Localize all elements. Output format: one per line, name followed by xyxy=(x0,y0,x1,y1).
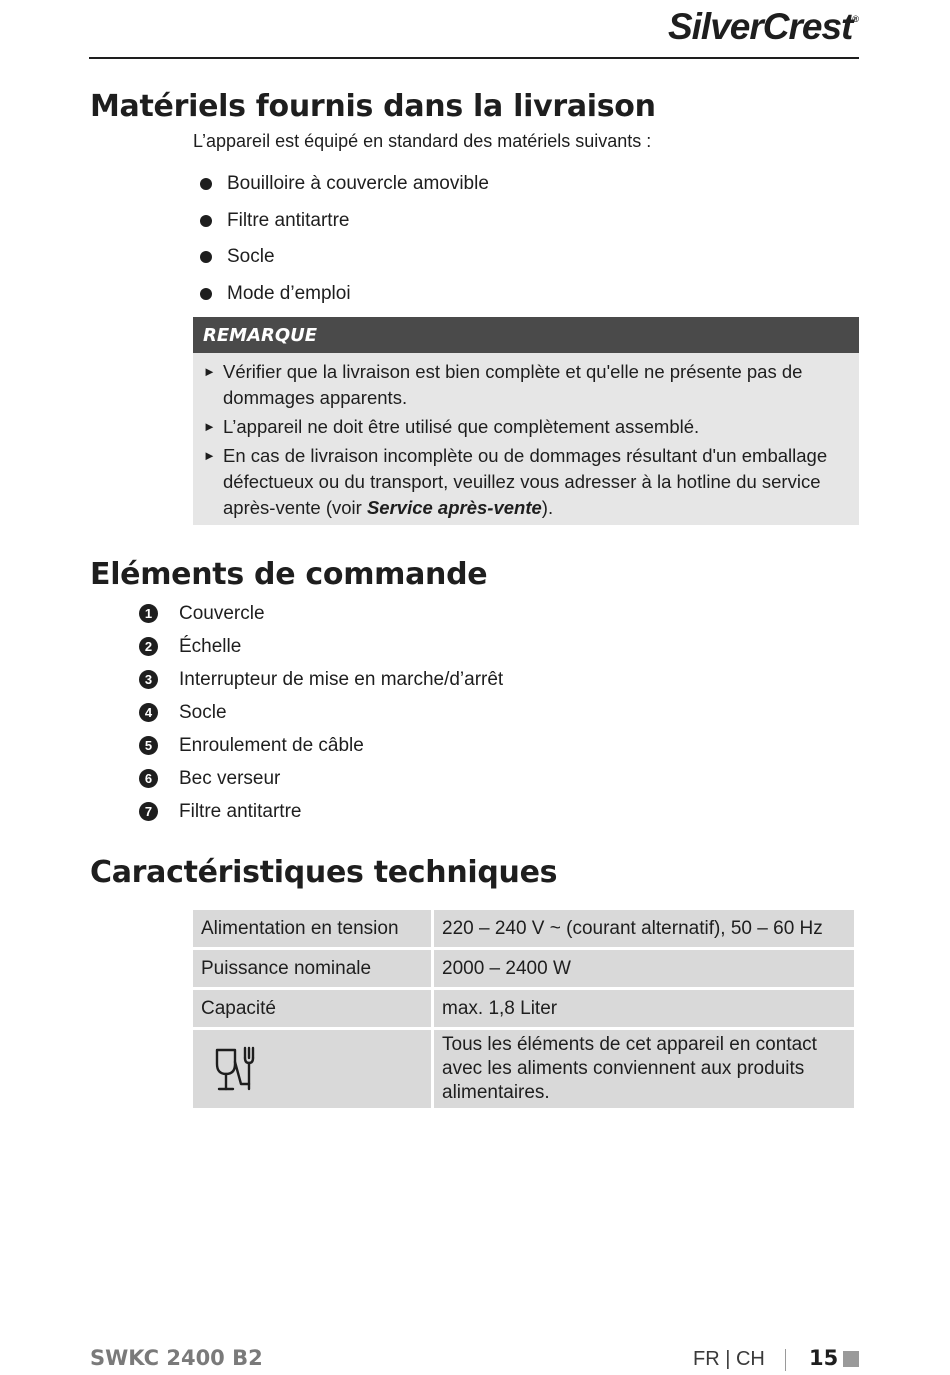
remark-box xyxy=(193,317,859,525)
specs-table xyxy=(190,907,857,1111)
arrow-right-icon: ► xyxy=(203,364,216,379)
footer-language: FR | CH xyxy=(693,1348,765,1370)
spec-label: Alimentation en tension xyxy=(193,910,431,947)
spec-label: Capacité xyxy=(193,990,431,1027)
delivery-list xyxy=(200,166,489,312)
list-item: Socle xyxy=(200,239,489,276)
delivery-intro: L’appareil est équipé en standard des matériels suivants : xyxy=(193,131,652,151)
remark-list xyxy=(193,353,859,521)
list-item: Mode d’emploi xyxy=(200,276,489,313)
list-item: 5 Enroulement de câble xyxy=(139,729,503,762)
list-item: 1 Couvercle xyxy=(139,597,503,630)
list-item: 4 Socle xyxy=(139,696,503,729)
header-rule xyxy=(89,57,859,59)
bullet-icon xyxy=(200,178,212,190)
number-badge-icon: 1 xyxy=(139,604,158,623)
list-item: 6 Bec verseur xyxy=(139,762,503,795)
brand-registered-mark: ® xyxy=(852,14,858,24)
table-row xyxy=(193,950,854,987)
arrow-right-icon: ► xyxy=(203,448,216,463)
remark-header: REMARQUE xyxy=(193,317,859,353)
food-safe-icon xyxy=(211,1044,257,1094)
list-item: Bouilloire à couvercle amovible xyxy=(200,166,489,203)
bullet-icon xyxy=(200,251,212,263)
section-title-delivery: Matériels fournis dans la livraison xyxy=(90,89,656,124)
arrow-right-icon: ► xyxy=(203,419,216,434)
table-row xyxy=(193,910,854,947)
number-badge-icon: 7 xyxy=(139,802,158,821)
service-reference: Service après-vente xyxy=(366,497,542,518)
footer-model: SWKC 2400 B2 xyxy=(90,1346,263,1370)
controls-list xyxy=(139,597,503,828)
food-safe-cell xyxy=(193,1030,431,1108)
number-badge-icon: 6 xyxy=(139,769,158,788)
table-row xyxy=(193,990,854,1027)
brand-name: SilverCrest xyxy=(667,6,853,47)
remark-item: ► L’appareil ne doit être utilisé que complètement assemblé. xyxy=(193,414,859,440)
list-item: 7 Filtre antitartre xyxy=(139,795,503,828)
section-title-controls: Eléments de commande xyxy=(90,557,488,592)
spec-value: 220 – 240 V ~ (courant alternatif), 50 – 60 Hz xyxy=(434,910,854,947)
page-marker-icon xyxy=(843,1351,859,1367)
number-badge-icon: 5 xyxy=(139,736,158,755)
list-item: Filtre antitartre xyxy=(200,203,489,240)
food-safe-text: Tous les éléments de cet appareil en contact avec les aliments conviennent aux produits alimentaires. xyxy=(434,1030,854,1108)
bullet-icon xyxy=(200,215,212,227)
spec-value: max. 1,8 Liter xyxy=(434,990,854,1027)
remark-item: ► Vérifier que la livraison est bien complète et qu'elle ne présente pas de dommages apparents. xyxy=(203,361,803,408)
number-badge-icon: 4 xyxy=(139,703,158,722)
section-title-specs: Caractéristiques techniques xyxy=(90,855,558,890)
bullet-icon xyxy=(200,288,212,300)
spec-label: Puissance nominale xyxy=(193,950,431,987)
table-row xyxy=(193,1030,854,1108)
footer-divider xyxy=(785,1349,786,1371)
brand-logo xyxy=(668,6,858,48)
number-badge-icon: 2 xyxy=(139,637,158,656)
spec-value: 2000 – 2400 W xyxy=(434,950,854,987)
page-number: 15 xyxy=(809,1346,839,1370)
list-item: 3 Interrupteur de mise en marche/d’arrêt xyxy=(139,663,503,696)
list-item: 2 Échelle xyxy=(139,630,503,663)
number-badge-icon: 3 xyxy=(139,670,158,689)
remark-item: ► En cas de livraison incomplète ou de dommages résultant d'un emballage défectueux ou du transport, veuillez vous adresser à la hotline du service après-vente (voir Service après-vente). xyxy=(203,445,828,518)
